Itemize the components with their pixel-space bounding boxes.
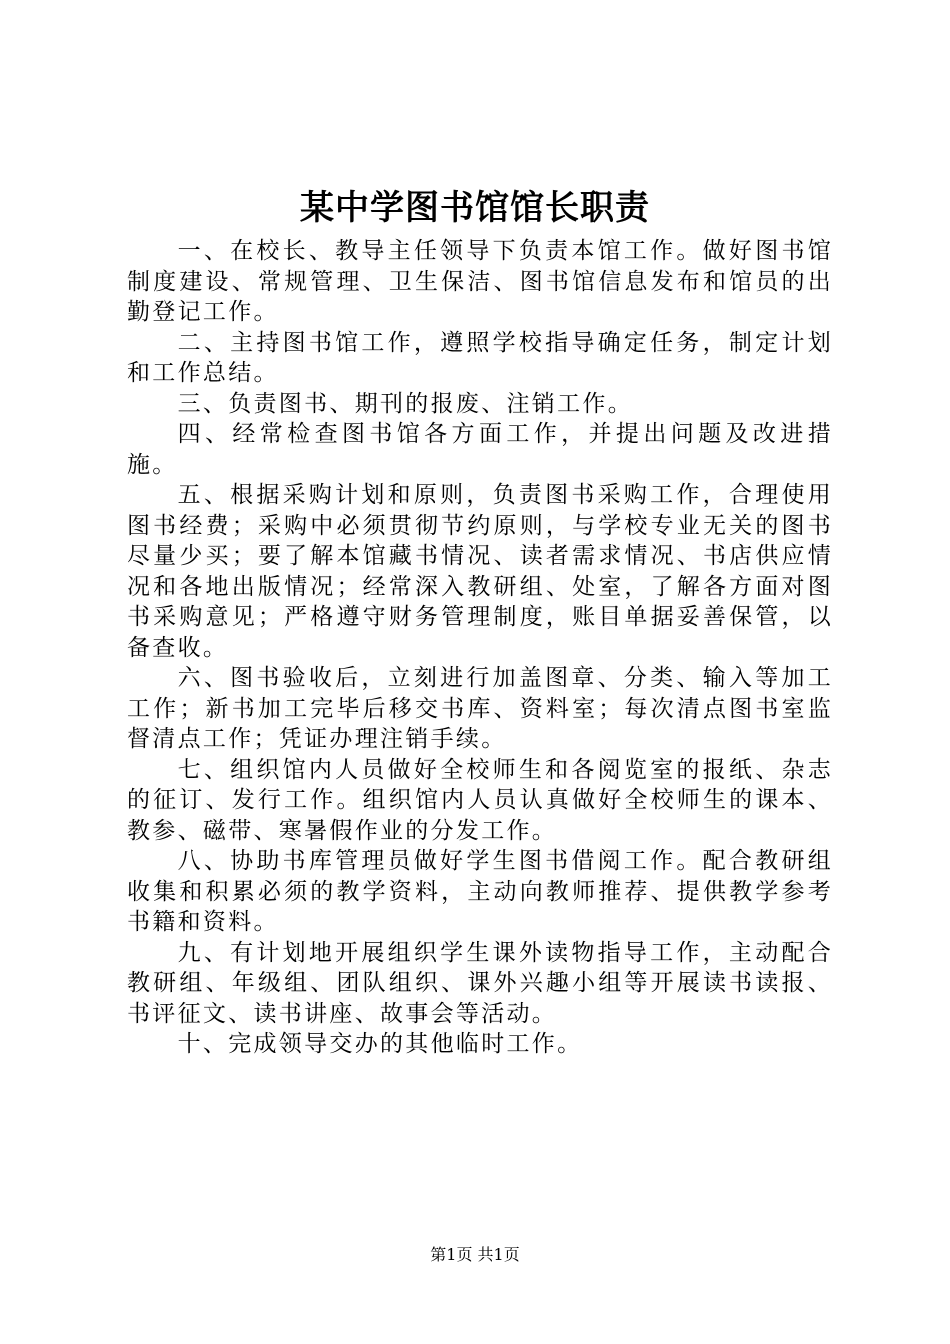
duty-paragraph-7: 七、组织馆内人员做好全校师生和各阅览室的报纸、杂志的征订、发行工作。组织馆内人员认真做好全校师生的课本、教参、磁带、寒暑假作业的分发工作。 (127, 756, 833, 844)
page-number-footer: 第1页 共1页 (430, 1245, 520, 1264)
duty-paragraph-6: 六、图书验收后，立刻进行加盖图章、分类、输入等加工工作；新书加工完毕后移交书库、资料室；每次清点图书室监督清点工作；凭证办理注销手续。 (127, 665, 833, 752)
duty-paragraph-10: 十、完成领导交办的其他临时工作。 (177, 1031, 583, 1057)
duty-paragraph-4: 四、经常检查图书馆各方面工作，并提出问题及改进措施。 (127, 421, 833, 478)
duties-section-1 (127, 236, 833, 480)
duty-paragraph-3: 三、负责图书、期刊的报废、注销工作。 (177, 390, 633, 417)
duty-paragraph-9: 九、有计划地开展组织学生课外读物指导工作，主动配合教研组、年级组、团队组织、课外兴趣小组等开展读书读报、书评征文、读书讲座、故事会等活动。 (127, 939, 833, 1027)
duty-paragraph-5: 五、根据采购计划和原则，负责图书采购工作，合理使用图书经费；采购中必须贯彻节约原则，与学校专业无关的图书尽量少买；要了解本馆藏书情况、读者需求情况、书店供应情况和各地出版情况；经常深入教研组、处室，了解各方面对图书采购意见；严格遵守财务管理制度，账目单据妥善保管，以备查收。 (127, 482, 833, 661)
duty-paragraph-8: 八、协助书库管理员做好学生图书借阅工作。配合教研组收集和积累必须的教学资料，主动向教师推荐、提供教学参考书籍和资料。 (127, 848, 833, 935)
duty-paragraph-2: 二、主持图书馆工作，遵照学校指导确定任务，制定计划和工作总结。 (127, 329, 833, 386)
duties-section-2 (127, 480, 833, 1060)
page-title: 某中学图书馆馆长职责 (300, 188, 650, 228)
duty-paragraph-1: 一、在校长、教导主任领导下负责本馆工作。做好图书馆制度建设、常规管理、卫生保洁、图书馆信息发布和馆员的出勤登记工作。 (127, 238, 833, 325)
